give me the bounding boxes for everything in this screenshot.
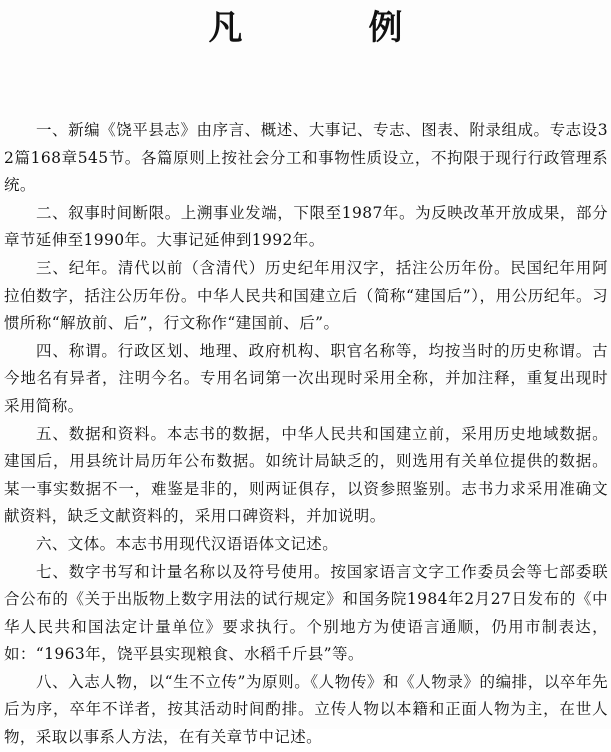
paragraph-7: 七、数字书写和计量名称以及符号使用。按国家语言文字工作委员会等七部委联合公布的《关于出版物上数字用法的试行规定》和国务院1984年2月27日发布的《中华人民共和国法定计量单位》要求执行。个别地方为使语言通顺，仍用市制表达，如：“1963年，饶平县实现粮食、水稻千斤县”等。 — [4, 562, 608, 664]
paragraph-4: 四、称谓。行政区划、地理、政府机构、职官名称等，均按当时的历史称谓。古今地名有异者，注明今名。专用名词第一次出现时采用全称，并加注释，重复出现时采用简称。 — [4, 341, 608, 415]
paragraph-5: 五、数据和资料。本志书的数据，中华人民共和国建立前，采用历史地域数据。建国后，用县统计局历年公布数据。如统计局缺乏的，则选用有关单位提供的数据。某一事实数据不一，难鉴是非的，则两证俱存，以资参照鉴别。志书力求采用准确文献资料，缺乏文献资料的，采用口碑资料，并加说明。 — [4, 424, 608, 526]
paragraph-8: 八、入志人物，以“生不立传”为原则。《人物传》和《人物录》的编排，以卒年先后为序，卒年不详者，按其活动时间酌排。立传人物以本籍和正面人物为主，在世人物，采取以事系人方法，在有关章节中记述。 — [4, 672, 608, 747]
document-body — [4, 117, 608, 752]
paragraph-1: 一、新编《饶平县志》由序言、概述、大事记、专志、图表、附录组成。专志设32篇168章545节。各篇原则上按社会分工和事物性质设立，不拘限于现行行政管理系统。 — [4, 121, 608, 195]
paragraph-6: 六、文体。本志书用现代汉语语体文记述。 — [36, 534, 339, 553]
paragraph-3: 三、纪年。清代以前（含清代）历史纪年用汉字，括注公历年份。民国纪年用阿拉伯数字，括注公历年份。中华人民共和国建立后（简称“建国后”），用公历纪年。习惯所称“解放前、后”，行文称作“建国前、后”。 — [4, 258, 608, 333]
page-title: 凡 例 — [208, 8, 449, 48]
paragraph-2: 二、叙事时间断限。上溯事业发端，下限至1987年。为反映改革开放成果，部分章节延伸至1990年。大事记延伸到1992年。 — [4, 203, 608, 250]
